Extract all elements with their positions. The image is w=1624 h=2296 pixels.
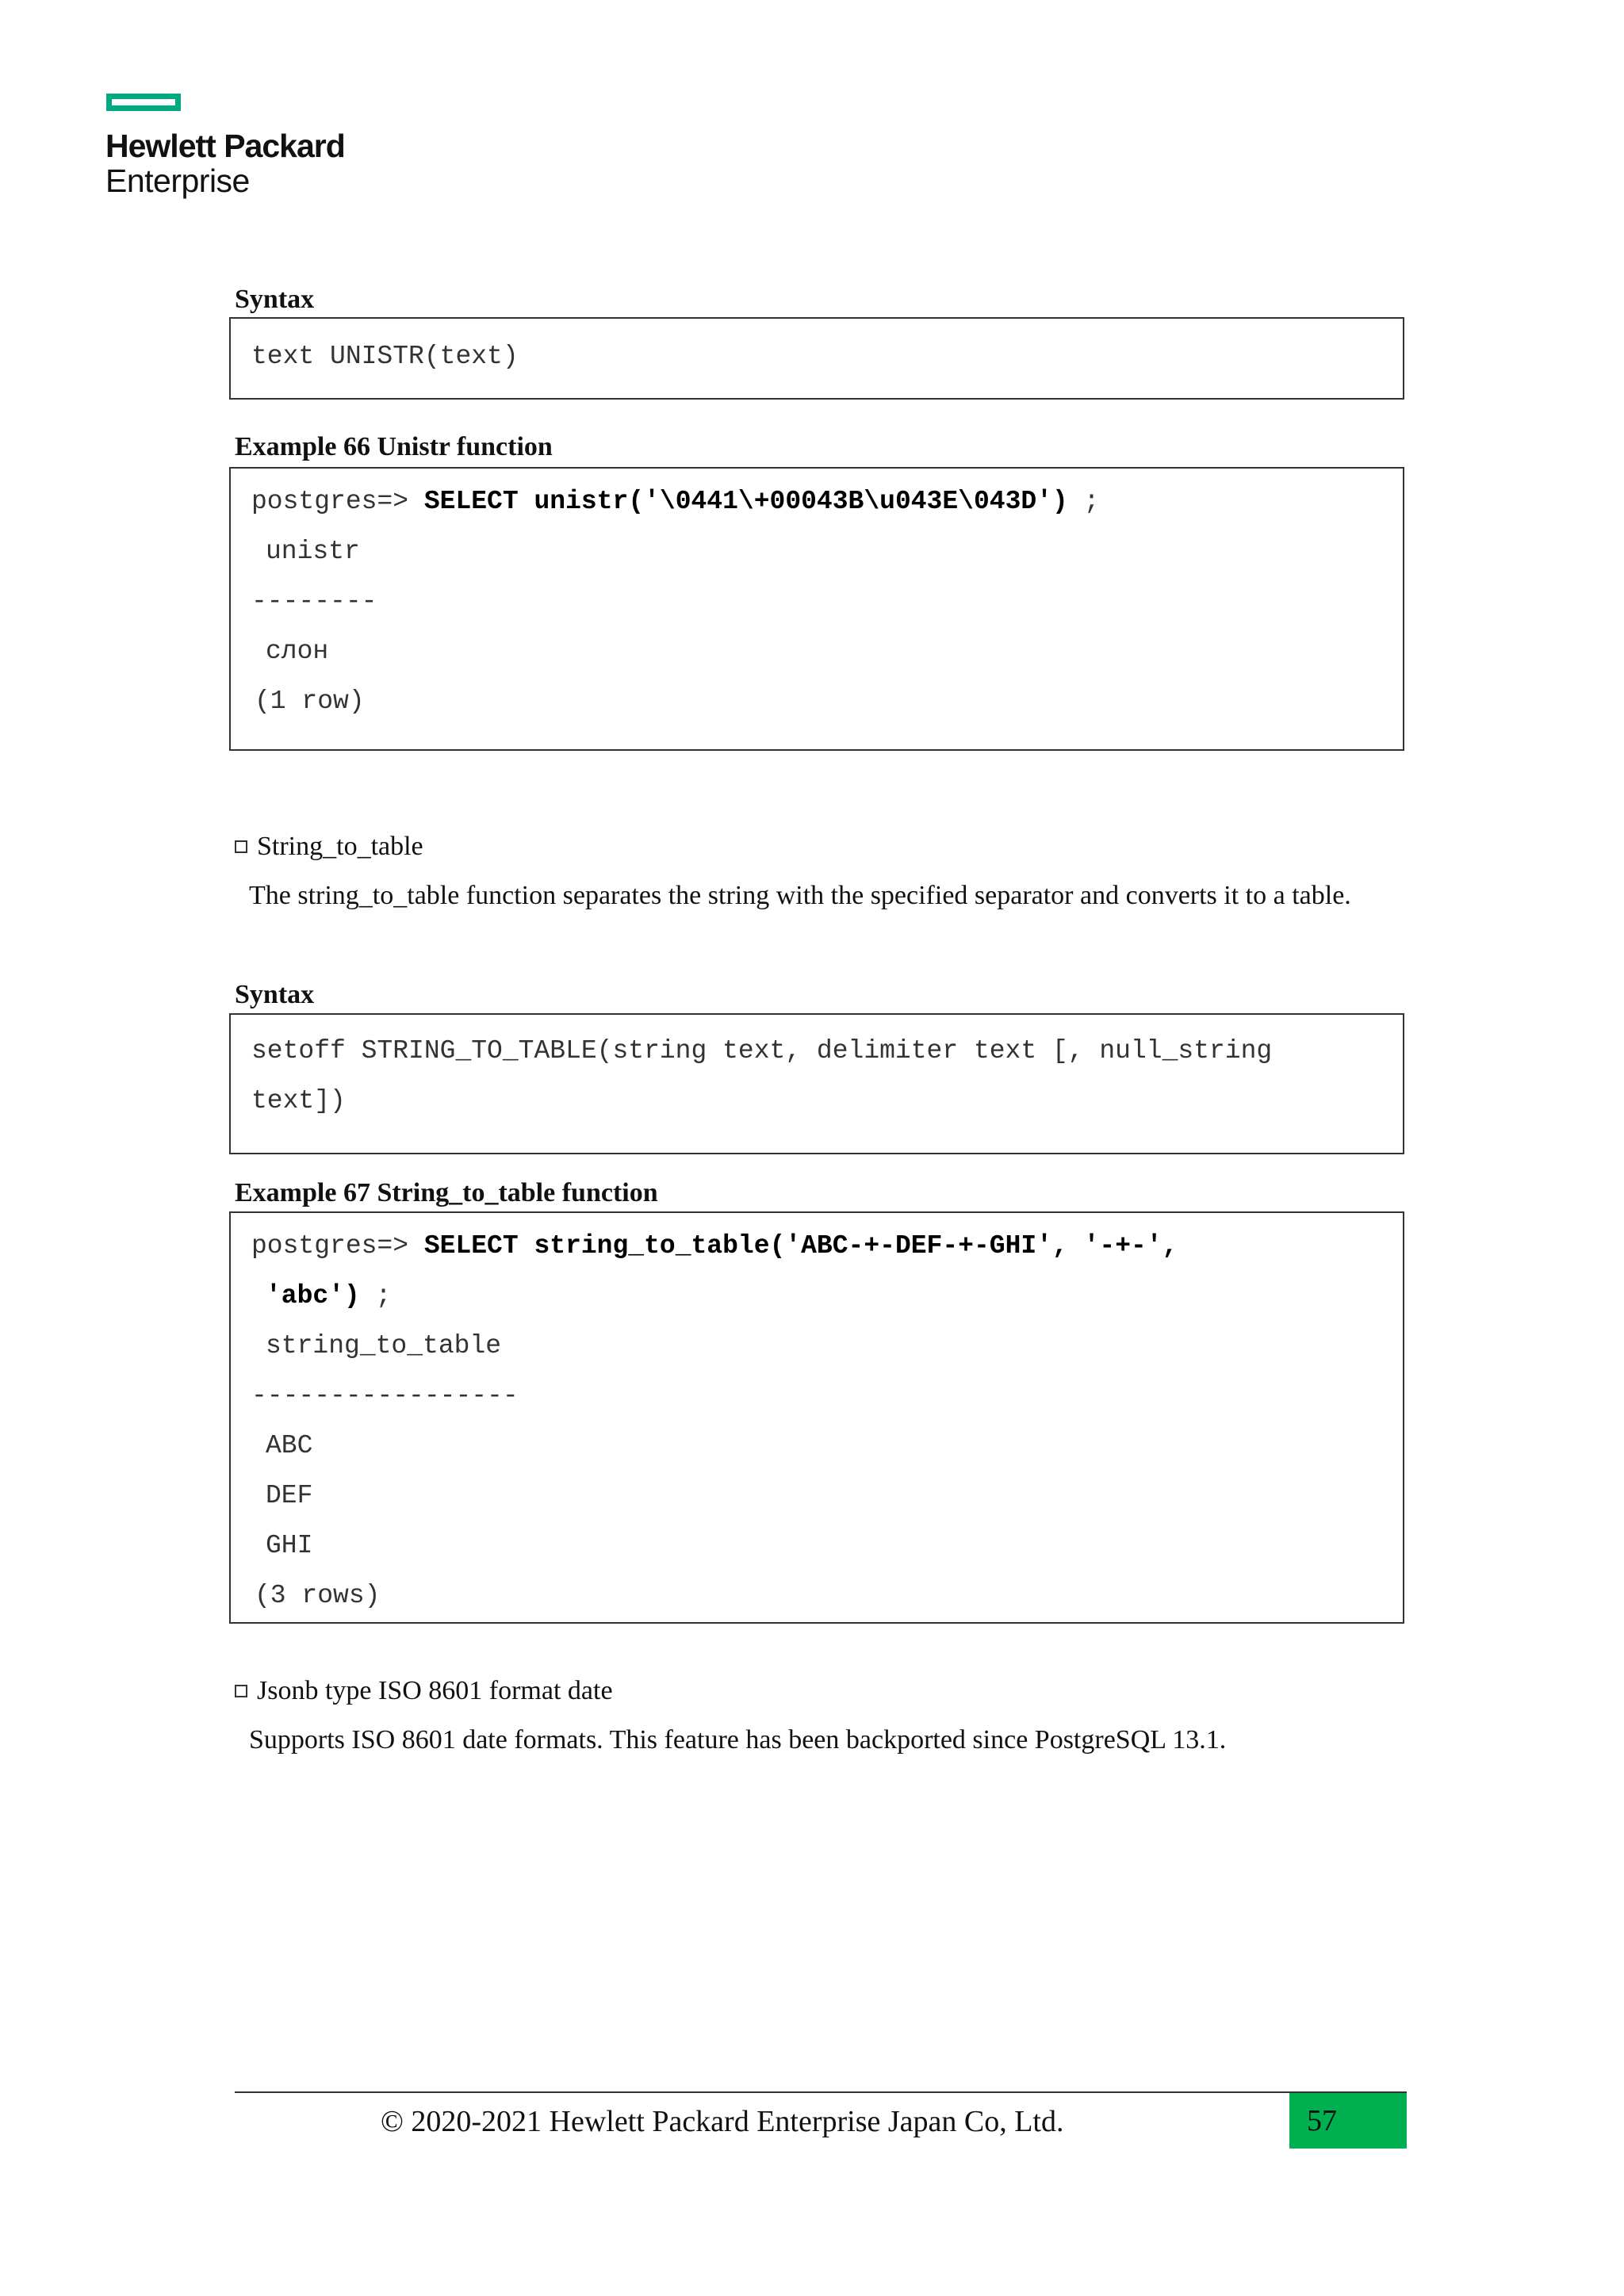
bullet-title: String_to_table (257, 832, 423, 861)
code-line-column: string_to_table (266, 1331, 502, 1360)
syntax-heading-2: Syntax (235, 980, 315, 1009)
paragraph-string-to-table: The string_to_table function separates the string with the specified separator and converts it to a table. (249, 881, 1351, 910)
code-line: text UNISTR(text) (251, 342, 519, 371)
prompt-text: postgres=> (251, 487, 424, 516)
command-text: '-+-', (1067, 1231, 1178, 1261)
code-line-command (251, 476, 1384, 526)
code-line-command (251, 1221, 1384, 1271)
code-line-value: GHI (266, 1531, 313, 1560)
square-bullet-icon (235, 840, 247, 853)
code-line-separator: ----------------- (251, 1381, 519, 1410)
logo-text-line2: Enterprise (105, 163, 250, 199)
syntax-heading-1: Syntax (235, 285, 315, 314)
footer-copyright: © 2020-2021 Hewlett Packard Enterprise Japan Co, Ltd. (381, 2105, 1064, 2138)
code-line: setoff STRING_TO_TABLE(string text, delimiter text [, null_string (251, 1036, 1273, 1066)
hpe-logo-bar (106, 94, 181, 111)
example-66-box (229, 467, 1404, 751)
logo-text-line1: Hewlett Packard (105, 128, 345, 164)
code-line-value: DEF (266, 1481, 313, 1510)
bullet-title: Jsonb type ISO 8601 format date (257, 1676, 613, 1705)
bullet-jsonb-iso8601 (235, 1675, 613, 1707)
command-text: SELECT string_to_table('ABC-+-DEF-+-GHI', (423, 1231, 1068, 1261)
prompt-text: postgres=> (251, 1231, 424, 1261)
command-text: 'abc') (266, 1281, 360, 1311)
code-line-value: ABC (266, 1431, 313, 1460)
bullet-string-to-table (235, 831, 423, 863)
code-line: text]) (251, 1086, 346, 1115)
code-line-column: unistr (266, 537, 360, 566)
code-line-rows: (1 row) (255, 687, 365, 716)
terminator-text: ; (359, 1281, 392, 1311)
code-line-rows: (3 rows) (255, 1581, 381, 1610)
code-line-command-cont (251, 1271, 1384, 1321)
example-66-heading: Example 66 Unistr function (235, 432, 553, 461)
example-67-box (229, 1211, 1404, 1624)
square-bullet-icon (235, 1685, 247, 1697)
code-line-value: слон (266, 637, 329, 666)
code-line-separator: -------- (251, 587, 377, 616)
hpe-logo (105, 94, 375, 198)
example-67-heading: Example 67 String_to_table function (235, 1178, 658, 1207)
footer-divider (235, 2091, 1407, 2093)
syntax-box-2 (229, 1013, 1404, 1154)
syntax-box-1 (229, 317, 1404, 400)
paragraph-jsonb-iso8601: Supports ISO 8601 date formats. This feature has been backported since PostgreSQL 13.1. (249, 1725, 1227, 1755)
page-number-badge: 57 (1289, 2093, 1407, 2149)
command-text: SELECT unistr('\0441\+00043B\u043E\043D') (423, 487, 1068, 516)
terminator-text: ; (1067, 487, 1100, 516)
